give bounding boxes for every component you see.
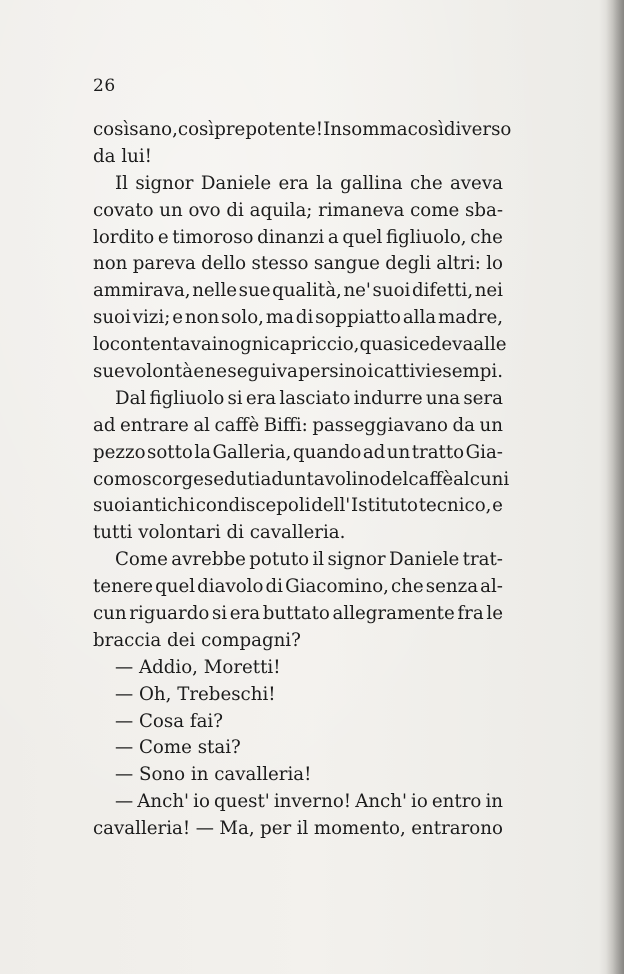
text-line	[93, 574, 503, 601]
word: soppiatto	[315, 307, 401, 329]
word: Gia-	[465, 441, 503, 463]
word: sue	[93, 361, 125, 383]
word: ad	[260, 468, 284, 490]
word: di	[295, 307, 314, 329]
word: ne	[204, 361, 228, 383]
word: dell'	[311, 495, 351, 517]
word: Biffi:	[263, 414, 308, 436]
body-text	[93, 117, 512, 843]
word: Insomma	[323, 119, 408, 140]
word: non	[184, 307, 220, 329]
word: Il	[115, 172, 129, 194]
text-line	[93, 735, 503, 762]
text-line	[93, 789, 503, 816]
word: riguardo	[129, 603, 210, 625]
word: del	[380, 468, 409, 490]
word: Galleria,	[212, 441, 292, 463]
word: —	[115, 683, 134, 705]
word: antichi	[131, 495, 195, 517]
word: a	[327, 226, 339, 248]
word: —	[115, 737, 134, 759]
word: il	[296, 818, 309, 840]
word: cavalleria!	[93, 818, 191, 840]
text-line	[93, 144, 503, 171]
word: così	[177, 119, 215, 140]
text-line	[93, 198, 503, 225]
word: Cosa	[139, 710, 185, 732]
word: in	[211, 334, 230, 356]
word: lo	[93, 334, 110, 356]
word: e	[193, 361, 205, 383]
word: inverno!	[273, 791, 352, 813]
word: sotto	[147, 441, 193, 463]
word: le	[486, 603, 503, 625]
word: suoi	[93, 495, 131, 517]
word: stai?	[197, 737, 241, 759]
word: Ma,	[219, 818, 255, 840]
word: —	[115, 656, 134, 678]
word: ad	[93, 414, 116, 436]
word: una	[425, 387, 461, 409]
word: —	[115, 791, 134, 813]
word: si	[211, 603, 228, 625]
text-line	[93, 386, 503, 413]
word: —	[195, 818, 214, 840]
word: quest'	[214, 791, 270, 813]
text-line	[93, 467, 510, 494]
word: Come	[139, 737, 192, 759]
word: suoi	[372, 280, 411, 302]
word: trat-	[462, 549, 503, 571]
word: un	[159, 199, 183, 221]
word: al-	[480, 576, 503, 598]
word: diverso	[443, 119, 512, 140]
word: scorge	[142, 468, 204, 490]
word: ad	[362, 441, 386, 463]
word: Come	[115, 549, 168, 571]
word: entrarono	[411, 818, 503, 840]
word: entro	[431, 791, 482, 813]
word: seduti	[203, 468, 261, 490]
word: così	[407, 119, 444, 140]
word: e	[492, 495, 503, 517]
word: alcuni	[453, 468, 510, 490]
word: pezzo	[93, 441, 146, 463]
text-line	[93, 171, 503, 198]
word: Istituto	[351, 495, 418, 517]
word: esempi.	[431, 361, 503, 383]
word: Oh,	[139, 683, 172, 705]
text-line	[93, 117, 512, 144]
word: Daniele	[388, 549, 460, 571]
word: compagni?	[201, 629, 301, 651]
text-line	[93, 305, 503, 332]
word: si	[227, 387, 243, 409]
word: cun	[93, 603, 127, 625]
word: braccia	[93, 629, 162, 651]
word: Dal	[115, 387, 147, 409]
text-line	[93, 628, 503, 655]
text-line	[93, 359, 503, 386]
word: ammirava,	[93, 280, 191, 302]
word: un	[283, 468, 307, 490]
word: difetti,	[411, 280, 474, 302]
text-line	[93, 440, 503, 467]
word: in	[190, 764, 209, 786]
word: lo	[486, 253, 503, 275]
word: covato	[93, 199, 154, 221]
word: alle	[473, 334, 507, 356]
word: e	[157, 226, 169, 248]
word: sba-	[465, 199, 503, 221]
word: capriccio,	[269, 334, 360, 356]
word: tutti	[93, 522, 133, 544]
word: non	[93, 253, 128, 275]
word: da	[93, 145, 116, 167]
word: buttato	[262, 603, 330, 625]
text-line	[93, 493, 503, 520]
word: Anch'	[355, 791, 407, 813]
word: di	[265, 576, 283, 598]
word: stesso	[251, 253, 309, 275]
text-line	[93, 332, 507, 359]
word: i	[367, 361, 374, 383]
word: quel	[155, 576, 196, 598]
word: era	[278, 172, 309, 194]
word: quando	[292, 441, 362, 463]
text-line	[93, 816, 503, 843]
word: figliuolo	[149, 387, 225, 409]
word: la	[194, 441, 211, 463]
word: volontà	[125, 361, 194, 383]
word: Anch'	[137, 791, 190, 813]
word: ne'	[343, 280, 371, 302]
word: persino	[298, 361, 368, 383]
word: vizi;	[132, 307, 171, 329]
word: così	[93, 119, 130, 140]
word: avrebbe	[171, 549, 246, 571]
word: lordito	[93, 226, 155, 248]
word: cavalleria.	[249, 522, 346, 544]
word: Trebeschi!	[177, 683, 276, 705]
word: pareva	[132, 253, 196, 275]
word: potuto	[249, 549, 310, 571]
word: condiscepoli	[195, 495, 311, 517]
word: caffè	[408, 468, 454, 490]
text-line	[93, 601, 503, 628]
word: quel	[342, 226, 383, 248]
text-line	[93, 762, 503, 789]
word: timoroso	[172, 226, 254, 248]
word: —	[115, 710, 134, 732]
word: sera	[463, 387, 503, 409]
word: lasciato	[279, 387, 351, 409]
word: qualità,	[272, 280, 342, 302]
text-line	[93, 278, 503, 305]
word: ma	[265, 307, 294, 329]
word: sano,	[129, 119, 178, 140]
word: caffè	[214, 414, 260, 436]
word: prepotente!	[214, 119, 324, 140]
word: entrare	[120, 414, 189, 436]
text-line	[93, 547, 503, 574]
text-line	[93, 655, 503, 682]
word: aveva	[449, 172, 503, 194]
word: Moretti!	[203, 656, 281, 678]
word: madre,	[438, 307, 503, 329]
word: ovo	[188, 199, 221, 221]
word: degli	[385, 253, 431, 275]
word: come	[410, 199, 460, 221]
word: che	[409, 172, 443, 194]
word: tratto	[411, 441, 465, 463]
word: indurre	[353, 387, 423, 409]
word: era	[229, 603, 261, 625]
word: cattivi	[373, 361, 432, 383]
word: nelle	[192, 280, 238, 302]
word: fai?	[189, 710, 224, 732]
word: la	[316, 172, 333, 194]
word: suoi	[93, 307, 131, 329]
word: io	[411, 791, 428, 813]
text-line	[93, 413, 503, 440]
word: aquila;	[249, 199, 313, 221]
word: ogni	[229, 334, 270, 356]
word: di	[226, 199, 244, 221]
text-line	[93, 682, 503, 709]
word: Giacomino,	[285, 576, 389, 598]
page-number: 26	[93, 76, 116, 96]
word: un	[386, 441, 411, 463]
word: io	[193, 791, 210, 813]
text-line	[93, 520, 503, 547]
word: che	[470, 226, 503, 248]
word: sue	[238, 280, 271, 302]
word: como	[93, 468, 143, 490]
word: in	[485, 791, 503, 813]
word: momento,	[313, 818, 406, 840]
word: al	[193, 414, 210, 436]
word: alla	[402, 307, 437, 329]
word: gallina	[340, 172, 403, 194]
word: diavolo	[197, 576, 264, 598]
word: di	[226, 522, 244, 544]
word: fra	[457, 603, 484, 625]
word: cavalleria!	[214, 764, 312, 786]
word: era	[245, 387, 277, 409]
text-line	[93, 709, 503, 736]
word: contentava	[109, 334, 212, 356]
word: solo,	[221, 307, 264, 329]
word: signor	[135, 172, 194, 194]
word: tenere	[93, 576, 154, 598]
text-line	[93, 225, 503, 252]
text-line	[93, 251, 503, 278]
word: signor	[327, 549, 386, 571]
word: per	[260, 818, 292, 840]
word: da	[452, 414, 475, 436]
word: il	[312, 549, 325, 571]
word: quasi	[359, 334, 409, 356]
word: nei	[474, 280, 503, 302]
word: un	[479, 414, 503, 436]
word: altri:	[436, 253, 481, 275]
word: Daniele	[200, 172, 272, 194]
word: cedeva	[408, 334, 474, 356]
word: tavolino	[306, 468, 381, 490]
page-edge-shadow	[606, 0, 624, 974]
word: figliuolo,	[385, 226, 467, 248]
word: e	[172, 307, 183, 329]
word: passeggiavano	[312, 414, 448, 436]
word: dinanzi	[257, 226, 325, 248]
word: sangue	[313, 253, 380, 275]
word: tecnico,	[418, 495, 492, 517]
word: che	[391, 576, 424, 598]
word: lui!	[121, 145, 152, 167]
word: rimaneva	[318, 199, 405, 221]
word: Sono	[139, 764, 186, 786]
word: Addio,	[139, 656, 198, 678]
word: dello	[201, 253, 247, 275]
word: volontari	[138, 522, 221, 544]
word: —	[115, 764, 134, 786]
word: dei	[167, 629, 196, 651]
word: seguiva	[227, 361, 298, 383]
word: senza	[425, 576, 479, 598]
word: allegramente	[332, 603, 455, 625]
